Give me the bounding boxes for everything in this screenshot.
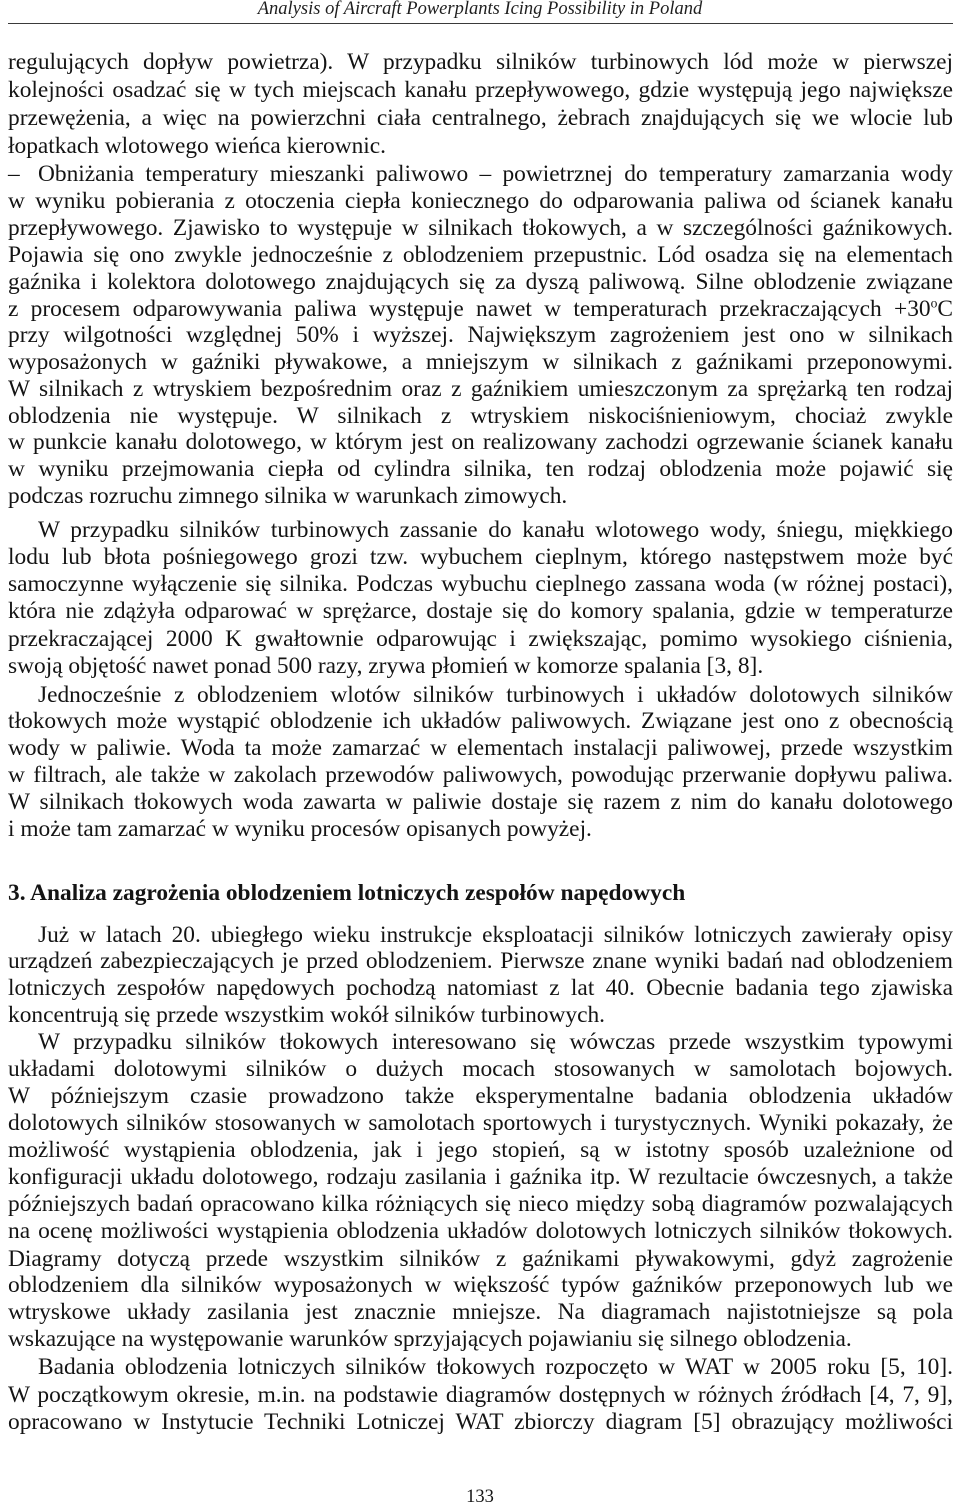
page-number: 133 — [466, 1487, 494, 1507]
text-line: która nie zdążyła odparować w sprężarce, dostaje się do komory spalania, gdzie w temperaturze — [8, 598, 953, 624]
text-line: podczas rozruchu zimnego silnika w warunkach zimowych. — [8, 483, 568, 509]
text-line: przewężenia, a więc na powierzchni ciała centralnego, żebrach znajdujących się we wlocie lub — [8, 105, 953, 131]
text-line: Pojawia się ono zwykle jednocześnie z oblodzeniem przepustnic. Lód osadza się na elementach — [8, 242, 953, 268]
text-line — [8, 296, 953, 323]
text-line: W początkowym okresie, m.in. na podstawie diagramów dostępnych w różnych źródłach [4, 7, 9], — [8, 1382, 953, 1408]
text-line: w filtrach, ale także w zakolach przewodów paliwowych, powodując przerwanie dopływu paliwa. — [8, 762, 953, 788]
text-line: oblodzeniem dla silników wyposażonych w większość typów gaźników przeponowych lub we — [8, 1272, 953, 1298]
text-line: tłokowych może wystąpić oblodzenie ich układów paliwowych. Związane jest ono z obecnością — [8, 708, 953, 734]
text-line: Obniżania temperatury mieszanki paliwowo – powietrznej do temperatury zamarzania wody — [38, 161, 953, 187]
text-line: Jednocześnie z oblodzeniem wlotów silników turbinowych i układów dolotowych silników — [38, 682, 953, 708]
header-rule — [8, 23, 953, 24]
text-line: możliwość wystąpienia oblodzenia, jak i jego stopień, są w istotny sposób uzależnione od — [8, 1137, 953, 1163]
text-line: w wyniku pobierania z otoczenia ciepła koniecznego do odparowania paliwa od ścianek kanału — [8, 188, 953, 214]
text-line: w wyniku przejmowania ciepła od cylindra silnika, ten rodzaj oblodzenia może pojawić się — [8, 456, 953, 482]
text-line: w punkcie kanału dolotowego, w którym jest on realizowany zachodzi ogrzewanie ścianek kanału — [8, 429, 953, 455]
text-line: lodu lub błota pośniegowego grozi tzw. wybuchem cieplnym, którego następstwem może być — [8, 544, 953, 570]
text-line: W silnikach tłokowych woda zawarta w paliwie dostaje się razem z nim do kanału dolotowego — [8, 789, 953, 815]
text-line: wyposażonych w gaźniki pływakowe, a mniejszym w silnikach z gaźnikami przeponowymi. — [8, 349, 953, 375]
text-line-main: z procesem odparowywania paliwa występuje nawet w temperaturach przekraczających +30 — [8, 296, 931, 322]
text-line: kolejności osadzać się w tych miejscach kanału przepływowego, gdzie występują jego największe — [8, 77, 953, 103]
text-line: Badania oblodzenia lotniczych silników tłokowych rozpoczęto w WAT w 2005 roku [5, 10]. — [38, 1354, 953, 1380]
text-line: lotniczych zespołów napędowych pochodzą natomiast z lat 40. Obecnie badania tego zjawiska — [8, 975, 953, 1001]
text-line: samoczynne wyłączenie się silnika. Podczas wybuchu cieplnego zassana woda (w różnej postaci), — [8, 571, 953, 597]
text-line: W przypadku silników tłokowych interesowano się wówczas przede wszystkim typowymi — [38, 1029, 953, 1055]
text-line: Diagramy dotyczą przede wszystkim silników z gaźnikami pływakowymi, gdyż zagrożenie — [8, 1246, 953, 1272]
text-line: na ocenę możliwości wystąpienia oblodzenia układów dolotowych lotniczych silników tłokowych. — [8, 1218, 953, 1244]
text-line: układami dolotowymi silników o dużych mocach stosowanych w samolotach bojowych. — [8, 1056, 953, 1082]
text-line: W silnikach z wtryskiem bezpośrednim oraz z gaźnikiem umieszczonym za sprężarką ten rodzaj — [8, 376, 953, 402]
text-line: łopatkach wlotowego wieńca kierownic. — [8, 133, 387, 159]
text-line: regulujących dopływ powietrza). W przypadku silników turbinowych lód może w pierwszej — [8, 49, 953, 75]
text-line: wskazujące na występowanie warunków sprzyjających pojawianiu się silnego oblodzenia. — [8, 1326, 852, 1352]
running-header: Analysis of Aircraft Powerplants Icing Possibility in Poland — [257, 0, 703, 19]
text-line: przekraczającej 2000 K gwałtownie odparowując i zwiększając, pomimo wysokiego ciśnienia, — [8, 626, 953, 652]
text-line: urządzeń zabezpieczających je przed oblodzeniem. Pierwsze znane wyniki badań nad oblodzeniem — [8, 948, 953, 974]
text-line: koncentrują się przede wszystkim wokół silników turbinowych. — [8, 1002, 605, 1028]
text-line: Już w latach 20. ubiegłego wieku instrukcje eksploatacji silników lotniczych zawierały opisy — [38, 922, 953, 948]
text-line: W przypadku silników turbinowych zassanie do kanału wlotowego wody, śniegu, miękkiego — [38, 517, 953, 543]
text-line: przepływowego. Zjawisko to występuje w silnikach tłokowych, a w szczególności gaźnikowych. — [8, 215, 953, 241]
text-line: gaźnika i kolektora dolotowego znajdujących się za dyszą paliwową. Silne oblodzenie związane — [8, 269, 953, 295]
temperature-unit: C — [937, 296, 953, 322]
text-line: przy wilgotności względnej 50% i wyższej. Największym zagrożeniem jest ono w silnikach — [8, 322, 953, 348]
section-heading: 3. Analiza zagrożenia oblodzeniem lotniczych zespołów napędowych — [8, 880, 686, 906]
text-line: i może tam zamarzać w wyniku procesów opisanych powyżej. — [8, 816, 592, 842]
text-line: późniejszych badań opracowano kilka różniących się nieco między sobą diagramów pozwalających — [8, 1191, 953, 1217]
list-dash-marker: – — [8, 161, 20, 187]
text-line: W późniejszym czasie prowadzono także eksperymentalne badania oblodzenia układów — [8, 1083, 953, 1109]
text-line: konfiguracji układu dolotowego, rodzaju zasilania i gaźnika itp. W rezultacie ówczesnych, a także — [8, 1164, 953, 1190]
text-line: opracowano w Instytucie Techniki Lotniczej WAT zbiorczy diagram [5] obrazujący możliwości — [8, 1409, 953, 1435]
text-line: oblodzenia nie występuje. W silnikach z wtryskiem niskociśnieniowym, chociaż zwykle — [8, 403, 953, 429]
text-line: wtryskowe układy zasilania jest znacznie mniejsze. Na diagramach najistotniejsze są pola — [8, 1299, 953, 1325]
text-line: dolotowych silników stosowanych w samolotach sportowych i turystycznych. Wyniki pokazały, że — [8, 1110, 953, 1136]
degree-superscript: o — [930, 295, 938, 311]
text-line: swoją objętość nawet ponad 500 razy, zrywa płomień w komorze spalania [3, 8]. — [8, 653, 764, 679]
text-line: wody w paliwie. Woda ta może zamarzać w elementach instalacji paliwowej, przede wszystkim — [8, 735, 953, 761]
